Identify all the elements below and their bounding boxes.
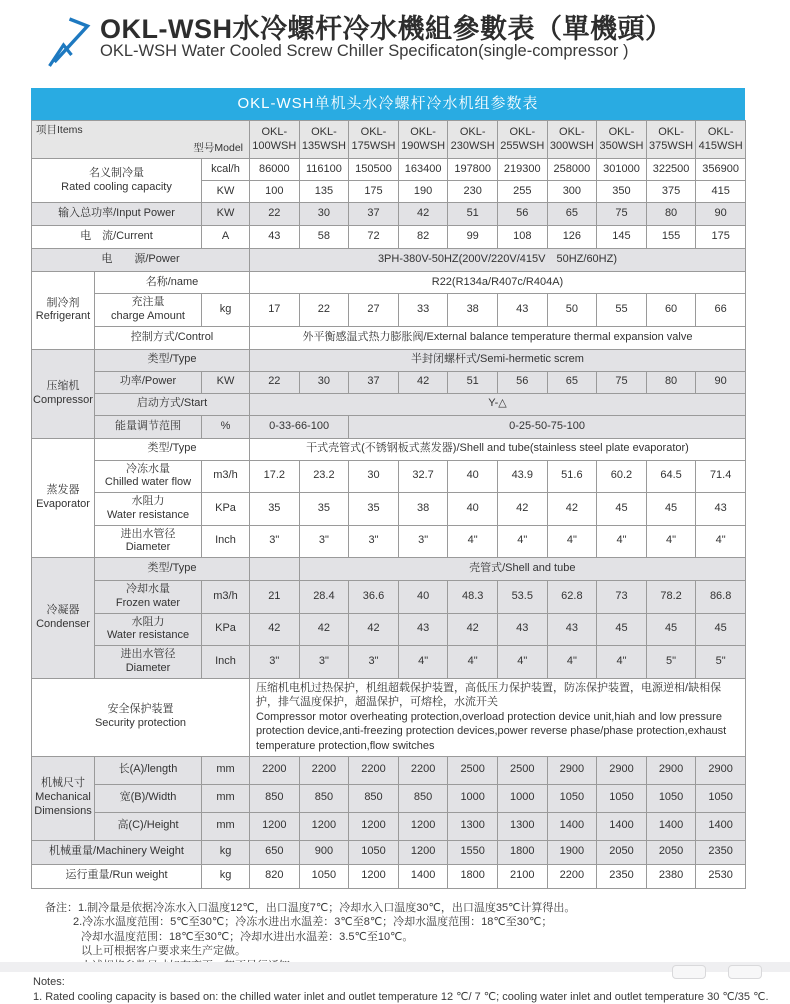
- table-cell: 66: [696, 294, 746, 327]
- table-cell: 3": [250, 525, 300, 558]
- table-cell: 45: [646, 613, 696, 646]
- table-cell: OKL- 350WSH: [597, 121, 647, 159]
- table-cell: 126: [547, 226, 597, 249]
- table-cell: OKL- 175WSH: [349, 121, 399, 159]
- table-cell: 压缩机 Compressor: [32, 349, 95, 438]
- table-cell: 21: [250, 581, 300, 614]
- table-cell: OKL- 135WSH: [299, 121, 349, 159]
- table-row: [32, 226, 746, 249]
- corner-items-label: 项目Items: [36, 124, 83, 137]
- table-cell: 72: [349, 226, 399, 249]
- table-cell: 219300: [497, 159, 547, 181]
- table-cell: 2530: [696, 864, 746, 888]
- table-cell: 安全保护装置 Security protection: [32, 678, 250, 756]
- table-cell: 2050: [597, 840, 647, 864]
- table-row: [32, 438, 746, 460]
- table-cell: 42: [398, 371, 448, 393]
- table-cell: 197800: [448, 159, 498, 181]
- table-cell: 56: [497, 203, 547, 226]
- table-cell: 名称/name: [95, 272, 250, 294]
- table-cell: 35: [349, 493, 399, 526]
- table-cell: 38: [398, 493, 448, 526]
- table-cell: 冷凝器 Condenser: [32, 558, 95, 679]
- table-cell: 90: [696, 203, 746, 226]
- table-cell: 415: [696, 181, 746, 203]
- table-cell: 35: [250, 493, 300, 526]
- table-cell: 2900: [646, 756, 696, 784]
- table-cell: 进出水管径 Diameter: [95, 646, 202, 679]
- table-cell: 850: [398, 784, 448, 812]
- table-cell: 42: [547, 493, 597, 526]
- table-row: [32, 326, 746, 349]
- unit-cell: %: [202, 415, 250, 438]
- table-cell: 23.2: [299, 460, 349, 493]
- table-cell: 43: [497, 613, 547, 646]
- table-cell: 43: [398, 613, 448, 646]
- spec-table-wrapper: [31, 88, 745, 889]
- unit-cell: mm: [202, 784, 250, 812]
- table-cell: OKL- 375WSH: [646, 121, 696, 159]
- table-cell: 145: [597, 226, 647, 249]
- table-cell: 1050: [299, 864, 349, 888]
- table-cell: OKL- 300WSH: [547, 121, 597, 159]
- table-row: [32, 812, 746, 840]
- table-cell: 2900: [547, 756, 597, 784]
- table-row: [32, 646, 746, 679]
- table-cell: 3": [398, 525, 448, 558]
- table-cell: 1000: [497, 784, 547, 812]
- notes-en-label: Notes:: [33, 975, 790, 990]
- table-cell: 28.4: [299, 581, 349, 614]
- unit-cell: kg: [202, 294, 250, 327]
- table-cell: 3": [250, 646, 300, 679]
- table-cell: 42: [448, 613, 498, 646]
- table-cell: 43: [250, 226, 300, 249]
- table-cell: 3": [299, 646, 349, 679]
- table-cell: 4": [398, 646, 448, 679]
- table-cell: 30: [349, 460, 399, 493]
- table-cell: 1050: [597, 784, 647, 812]
- table-cell: 2500: [448, 756, 498, 784]
- table-cell: 1800: [448, 864, 498, 888]
- table-cell: 82: [398, 226, 448, 249]
- table-cell: 65: [547, 371, 597, 393]
- table-cell: 230: [448, 181, 498, 203]
- table-cell: 运行重量/Run weight: [32, 864, 202, 888]
- table-cell: 2500: [497, 756, 547, 784]
- table-cell: OKL- 415WSH: [696, 121, 746, 159]
- table-row: [32, 371, 746, 393]
- table-cell: 45: [597, 613, 647, 646]
- note-line: 2.冷冻水温度范围：5℃至30℃；冷冻水进出水温差：3℃至8℃；冷却水温度范围：18℃至30℃；: [45, 915, 790, 930]
- table-cell: 冷却水量 Frozen water: [95, 581, 202, 614]
- table-cell: 17: [250, 294, 300, 327]
- table-cell: 1050: [696, 784, 746, 812]
- table-cell: 62.8: [547, 581, 597, 614]
- table-cell: 2200: [349, 756, 399, 784]
- unit-cell: mm: [202, 812, 250, 840]
- table-cell: 2350: [597, 864, 647, 888]
- table-row: [32, 756, 746, 784]
- table-row: [32, 581, 746, 614]
- note-line: 备注：1.制冷量是依据冷冻水入口温度12℃，出口温度7℃；冷却水入口温度30℃，出口温度35℃计算得出。: [45, 901, 790, 916]
- table-row: [32, 393, 746, 415]
- table-cell: 375: [646, 181, 696, 203]
- table-cell: 1200: [349, 812, 399, 840]
- table-cell: 水阻力 Water resistance: [95, 613, 202, 646]
- table-cell: 功率/Power: [95, 371, 202, 393]
- arrow-logo-icon: [38, 8, 94, 68]
- table-cell: 190: [398, 181, 448, 203]
- table-cell: 51.6: [547, 460, 597, 493]
- table-cell: 2050: [646, 840, 696, 864]
- table-caption: OKL-WSH单机头水冷螺杆冷水机组参数表: [31, 88, 745, 120]
- table-cell: 0-25-50-75-100: [349, 415, 746, 438]
- table-cell: 108: [497, 226, 547, 249]
- table-cell: 1200: [250, 812, 300, 840]
- table-cell: 820: [250, 864, 300, 888]
- table-cell: 4": [597, 646, 647, 679]
- table-cell: 22: [299, 294, 349, 327]
- table-cell: 1400: [646, 812, 696, 840]
- table-cell: 42: [299, 613, 349, 646]
- table-cell: 1200: [398, 840, 448, 864]
- table-cell: 42: [497, 493, 547, 526]
- bottom-strip: [0, 962, 790, 972]
- table-cell: 蒸发器 Evaporator: [32, 438, 95, 558]
- notes-section: [33, 901, 790, 1004]
- table-cell: Y-△: [250, 393, 746, 415]
- table-cell: 1400: [597, 812, 647, 840]
- table-cell: 22: [250, 203, 300, 226]
- corner-cell: [32, 121, 250, 159]
- cutoff-shape: [728, 965, 762, 979]
- table-cell: 1400: [696, 812, 746, 840]
- table-cell: 1550: [448, 840, 498, 864]
- table-cell: 2200: [250, 756, 300, 784]
- table-cell: 1200: [349, 864, 399, 888]
- table-cell: 38: [448, 294, 498, 327]
- table-cell: 1300: [497, 812, 547, 840]
- unit-cell: m3/h: [202, 581, 250, 614]
- table-cell: 机械尺寸 Mechanical Dimensions: [32, 756, 95, 840]
- table-cell: 155: [646, 226, 696, 249]
- table-cell: 258000: [547, 159, 597, 181]
- table-cell: 40: [448, 493, 498, 526]
- table-cell: 99: [448, 226, 498, 249]
- table-cell: 1900: [547, 840, 597, 864]
- table-cell: 类型/Type: [95, 438, 250, 460]
- spec-table: [31, 120, 746, 889]
- table-cell: 2200: [398, 756, 448, 784]
- table-cell: 启动方式/Start: [95, 393, 250, 415]
- table-cell: 45: [696, 613, 746, 646]
- unit-cell: KW: [202, 181, 250, 203]
- table-cell: 37: [349, 371, 399, 393]
- table-cell: 22: [250, 371, 300, 393]
- table-row: [32, 525, 746, 558]
- unit-cell: m3/h: [202, 460, 250, 493]
- table-row: [32, 159, 746, 181]
- unit-cell: kcal/h: [202, 159, 250, 181]
- table-cell: 51: [448, 371, 498, 393]
- table-row: [32, 121, 746, 159]
- table-cell: 电 流/Current: [32, 226, 202, 249]
- table-cell: 水阻力 Water resistance: [95, 493, 202, 526]
- table-cell: 类型/Type: [95, 349, 250, 371]
- unit-cell: mm: [202, 756, 250, 784]
- table-cell: 116100: [299, 159, 349, 181]
- table-cell: 1000: [448, 784, 498, 812]
- table-cell: 1200: [398, 812, 448, 840]
- table-cell: 名义制冷量 Rated cooling capacity: [32, 159, 202, 203]
- page-title-en: OKL-WSH Water Cooled Screw Chiller Specificaton(single-compressor ): [100, 42, 628, 61]
- table-cell: 冷冻水量 Chilled water flow: [95, 460, 202, 493]
- table-cell: 60.2: [597, 460, 647, 493]
- table-cell: 175: [349, 181, 399, 203]
- table-row: [32, 349, 746, 371]
- table-cell: 301000: [597, 159, 647, 181]
- unit-cell: KW: [202, 203, 250, 226]
- table-cell: 27: [349, 294, 399, 327]
- table-cell: 73: [597, 581, 647, 614]
- table-cell: 4": [547, 646, 597, 679]
- table-cell: 40: [448, 460, 498, 493]
- table-row: [32, 460, 746, 493]
- unit-cell: A: [202, 226, 250, 249]
- table-cell: 能量调节范围: [95, 415, 202, 438]
- unit-cell: Inch: [202, 525, 250, 558]
- table-cell: 90: [696, 371, 746, 393]
- unit-cell: kg: [202, 840, 250, 864]
- table-cell: 42: [250, 613, 300, 646]
- page-title-zh: OKL-WSH水冷螺杆冷水機組參數表（單機頭）: [100, 7, 672, 46]
- table-cell: 17.2: [250, 460, 300, 493]
- table-row: [32, 678, 746, 756]
- unit-cell: KPa: [202, 613, 250, 646]
- table-cell: 42: [398, 203, 448, 226]
- table-cell: 850: [299, 784, 349, 812]
- unit-cell: KW: [202, 371, 250, 393]
- table-cell: R22(R134a/R407c/R404A): [250, 272, 746, 294]
- table-cell: 86.8: [696, 581, 746, 614]
- table-cell: 40: [398, 581, 448, 614]
- table-cell: 5": [646, 646, 696, 679]
- note-line-en: 1. Rated cooling capacity is based on: the chilled water inlet and outlet temperature 12 ℃/ 7 ℃; cooling water inlet and outlet temperature 30 ℃/35 ℃.: [33, 990, 790, 1004]
- table-cell: 175: [696, 226, 746, 249]
- table-cell: 2380: [646, 864, 696, 888]
- table-cell: 43: [497, 294, 547, 327]
- table-cell: 控制方式/Control: [95, 326, 250, 349]
- table-cell: 2200: [547, 864, 597, 888]
- table-cell: 3": [349, 525, 399, 558]
- table-cell: 53.5: [497, 581, 547, 614]
- table-cell: 37: [349, 203, 399, 226]
- table-cell: 3": [349, 646, 399, 679]
- table-cell: 电 源/Power: [32, 249, 250, 272]
- table-cell: 3": [299, 525, 349, 558]
- table-row: [32, 294, 746, 327]
- table-row: [32, 249, 746, 272]
- table-cell: 1050: [547, 784, 597, 812]
- table-cell: 65: [547, 203, 597, 226]
- table-cell: 外平衡感温式热力膨胀阀/External balance temperature thermal expansion valve: [250, 326, 746, 349]
- table-cell: [250, 558, 300, 581]
- table-cell: 4": [547, 525, 597, 558]
- table-cell: 4": [448, 525, 498, 558]
- table-cell: 850: [349, 784, 399, 812]
- table-cell: 58: [299, 226, 349, 249]
- table-cell: 650: [250, 840, 300, 864]
- table-row: [32, 272, 746, 294]
- table-cell: 2100: [497, 864, 547, 888]
- table-cell: OKL- 230WSH: [448, 121, 498, 159]
- table-cell: 64.5: [646, 460, 696, 493]
- table-cell: 5": [696, 646, 746, 679]
- table-cell: 宽(B)/Width: [95, 784, 202, 812]
- table-cell: 1300: [448, 812, 498, 840]
- table-cell: OKL- 190WSH: [398, 121, 448, 159]
- cutoff-shape: [672, 965, 706, 979]
- table-cell: 1050: [349, 840, 399, 864]
- table-cell: 长(A)/length: [95, 756, 202, 784]
- table-cell: 150500: [349, 159, 399, 181]
- table-cell: 75: [597, 371, 647, 393]
- table-cell: 56: [497, 371, 547, 393]
- table-cell: 900: [299, 840, 349, 864]
- table-row: [32, 493, 746, 526]
- table-cell: 进出水管径 Diameter: [95, 525, 202, 558]
- unit-cell: KPa: [202, 493, 250, 526]
- table-cell: 55: [597, 294, 647, 327]
- table-cell: 32.7: [398, 460, 448, 493]
- table-cell: 850: [250, 784, 300, 812]
- table-cell: 4": [497, 646, 547, 679]
- table-cell: 压缩机电机过热保护，机组超载保护装置，高低压力保护装置，防冻保护装置，电源逆相/缺相保护，排气温度保护，超温保护，可熔栓，水流开关 Compressor motor overheating protection,overload protection device unit,hiah and low pressure protection device,anti-freezing protection devices,power reverse phase/phase protection,exhaust temperature protection,flow switches: [250, 678, 746, 756]
- table-cell: 高(C)/Height: [95, 812, 202, 840]
- table-cell: 33: [398, 294, 448, 327]
- table-cell: 163400: [398, 159, 448, 181]
- page-header: [0, 0, 790, 88]
- table-cell: 1400: [398, 864, 448, 888]
- table-cell: 半封闭螺杆式/Semi-hermetic screm: [250, 349, 746, 371]
- table-cell: 45: [597, 493, 647, 526]
- table-cell: 350: [597, 181, 647, 203]
- table-row: [32, 558, 746, 581]
- table-cell: 35: [299, 493, 349, 526]
- unit-cell: kg: [202, 864, 250, 888]
- table-cell: 2900: [696, 756, 746, 784]
- table-row: [32, 613, 746, 646]
- table-cell: 4": [696, 525, 746, 558]
- table-cell: 1050: [646, 784, 696, 812]
- table-cell: 充注量 charge Amount: [95, 294, 202, 327]
- table-cell: 3PH-380V-50HZ(200V/220V/415V 50HZ/60HZ): [250, 249, 746, 272]
- table-cell: OKL- 255WSH: [497, 121, 547, 159]
- table-cell: 2200: [299, 756, 349, 784]
- table-cell: 100: [250, 181, 300, 203]
- unit-cell: Inch: [202, 646, 250, 679]
- table-cell: 86000: [250, 159, 300, 181]
- note-line: 以上可根据客户要求来生产定做。: [45, 944, 790, 959]
- table-cell: OKL- 100WSH: [250, 121, 300, 159]
- table-cell: 机械重量/Machinery Weight: [32, 840, 202, 864]
- corner-model-label: 型号Model: [193, 142, 243, 155]
- table-cell: 2900: [597, 756, 647, 784]
- table-cell: 75: [597, 203, 647, 226]
- table-cell: 30: [299, 371, 349, 393]
- table-cell: 43: [547, 613, 597, 646]
- table-cell: 1200: [299, 812, 349, 840]
- table-cell: 类型/Type: [95, 558, 250, 581]
- table-cell: 干式壳管式(不锈钢板式蒸发器)/Shell and tube(stainless steel plate evaporator): [250, 438, 746, 460]
- table-cell: 78.2: [646, 581, 696, 614]
- table-cell: 80: [646, 371, 696, 393]
- table-cell: 80: [646, 203, 696, 226]
- table-cell: 4": [497, 525, 547, 558]
- table-cell: 50: [547, 294, 597, 327]
- table-cell: 135: [299, 181, 349, 203]
- table-cell: 36.6: [349, 581, 399, 614]
- note-line: 冷却水温度范围：18℃至30℃；冷却水进出水温差：3.5℃至10℃。: [45, 930, 790, 945]
- table-row: [32, 415, 746, 438]
- table-cell: 4": [646, 525, 696, 558]
- table-cell: 30: [299, 203, 349, 226]
- table-cell: 1400: [547, 812, 597, 840]
- table-row: [32, 864, 746, 888]
- table-cell: 356900: [696, 159, 746, 181]
- table-cell: 制冷剂 Refrigerant: [32, 272, 95, 350]
- table-cell: 1800: [497, 840, 547, 864]
- table-cell: 2350: [696, 840, 746, 864]
- table-cell: 43.9: [497, 460, 547, 493]
- table-cell: 71.4: [696, 460, 746, 493]
- table-cell: 45: [646, 493, 696, 526]
- table-cell: 300: [547, 181, 597, 203]
- table-cell: 43: [696, 493, 746, 526]
- table-cell: 255: [497, 181, 547, 203]
- table-cell: 48.3: [448, 581, 498, 614]
- table-cell: 51: [448, 203, 498, 226]
- table-cell: 输入总功率/Input Power: [32, 203, 202, 226]
- table-row: [32, 784, 746, 812]
- table-row: [32, 840, 746, 864]
- table-cell: 壳管式/Shell and tube: [299, 558, 745, 581]
- table-cell: 60: [646, 294, 696, 327]
- table-cell: 322500: [646, 159, 696, 181]
- table-cell: 4": [448, 646, 498, 679]
- table-cell: 42: [349, 613, 399, 646]
- table-row: [32, 203, 746, 226]
- table-cell: 4": [597, 525, 647, 558]
- table-cell: 0-33-66-100: [250, 415, 349, 438]
